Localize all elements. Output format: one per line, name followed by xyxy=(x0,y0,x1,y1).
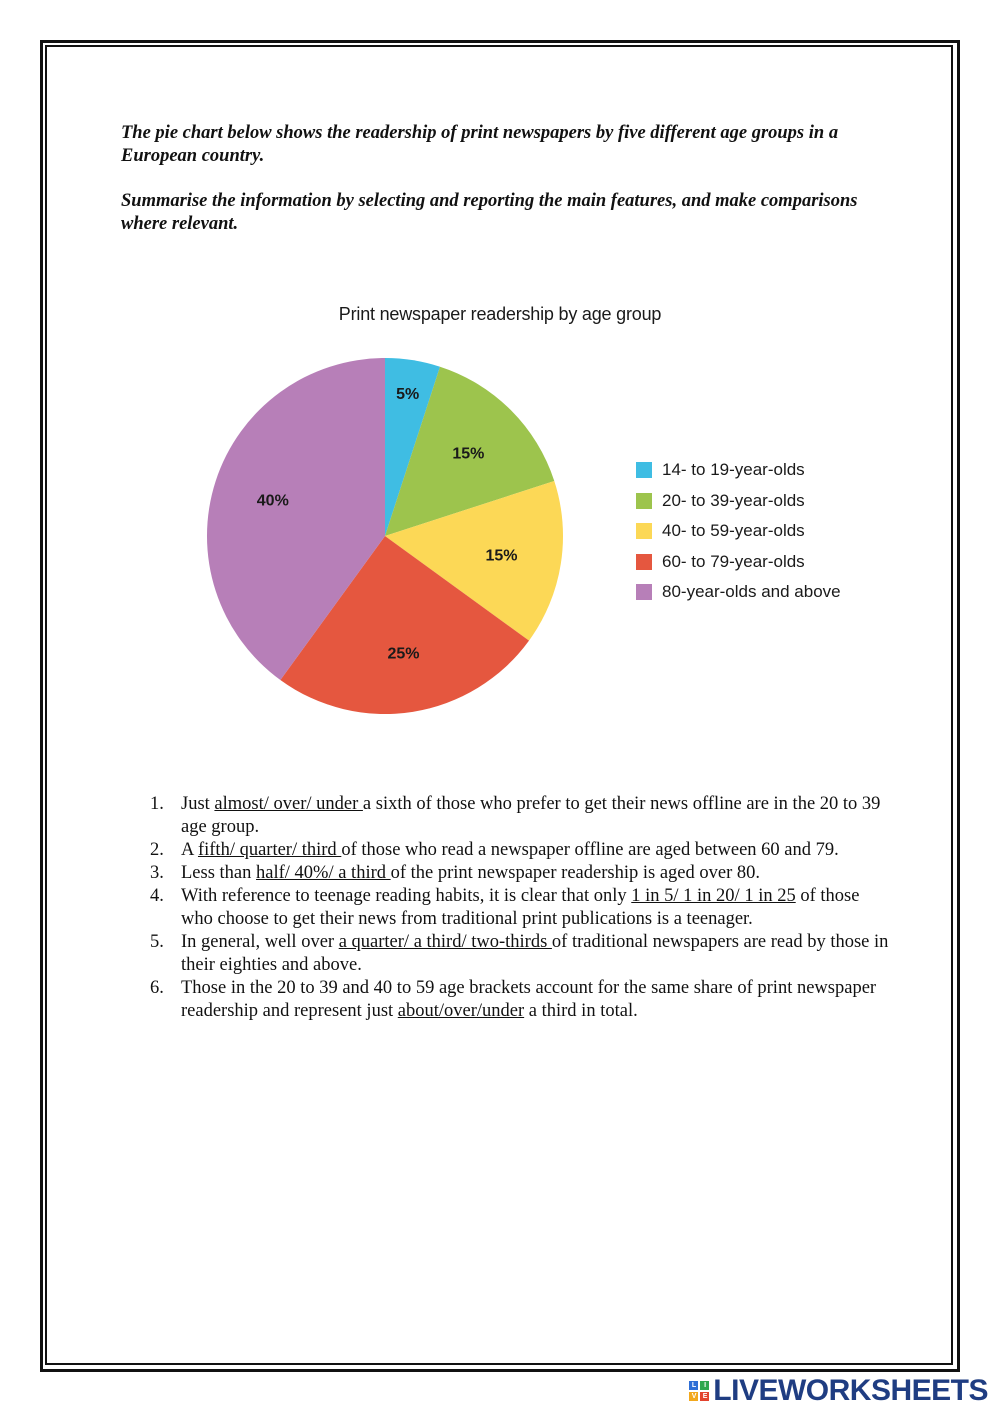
question-item-4 xyxy=(150,885,890,931)
brand-name: LIVEWORKSHEETS xyxy=(713,1374,988,1407)
answer-options[interactable]: fifth/ quarter/ third xyxy=(197,840,342,860)
question-number: 6. xyxy=(150,978,164,998)
pie-slice-label-2: 15% xyxy=(452,445,485,463)
legend-item-5 xyxy=(636,577,841,608)
question-number: 4. xyxy=(150,886,164,906)
question-number: 2. xyxy=(150,840,164,860)
question-number: 1. xyxy=(150,794,164,814)
legend-label: 60- to 79-year-olds xyxy=(662,551,805,571)
legend-swatch xyxy=(636,554,652,570)
logo-tile: E xyxy=(700,1392,709,1401)
liveworksheets-logo xyxy=(689,1381,709,1401)
legend-swatch xyxy=(636,584,652,600)
question-text-before: In general, well over xyxy=(181,932,339,952)
logo-tile: L xyxy=(689,1381,698,1390)
prompt-description: The pie chart below shows the readership of print newspapers by five different age groups in a European country. xyxy=(121,123,839,166)
chart-legend xyxy=(636,455,841,608)
question-text-before: Those in the 20 to 39 and 40 to 59 age brackets account for the same share of print newspaper readership and represent just xyxy=(181,978,877,1021)
liveworksheets-brand xyxy=(689,1374,988,1408)
pie-slice-label-4: 25% xyxy=(387,645,420,663)
pie-slice-label-5: 40% xyxy=(256,492,289,510)
logo-tile: I xyxy=(700,1381,709,1390)
question-text-after: of traditional newspapers are read by those in their eighties and above. xyxy=(181,932,889,975)
answer-options[interactable]: about/over/under xyxy=(397,1001,525,1021)
legend-label: 20- to 39-year-olds xyxy=(662,490,805,510)
question-item-3 xyxy=(150,862,890,885)
legend-item-4 xyxy=(636,547,841,578)
answer-options[interactable]: 1 in 5/ 1 in 20/ 1 in 25 xyxy=(631,886,796,906)
question-item-5 xyxy=(150,931,890,977)
answer-options[interactable]: almost/ over/ under xyxy=(214,794,363,814)
legend-item-1 xyxy=(636,455,841,486)
legend-item-2 xyxy=(636,486,841,517)
legend-swatch xyxy=(636,523,652,539)
answer-options[interactable]: a quarter/ a third/ two-thirds xyxy=(338,932,552,952)
question-text-before: Less than xyxy=(181,863,257,883)
question-text-after: of those who choose to get their news from traditional print publications is a teenager. xyxy=(181,886,860,929)
legend-label: 80-year-olds and above xyxy=(662,582,841,602)
question-text-after: a third in total. xyxy=(524,1001,638,1021)
question-text-before: With reference to teenage reading habits, it is clear that only xyxy=(181,886,632,906)
question-item-6 xyxy=(150,977,890,1023)
logo-tile: V xyxy=(689,1392,698,1401)
question-item-2 xyxy=(150,839,890,862)
question-number: 3. xyxy=(150,863,164,883)
task-prompt xyxy=(121,122,891,258)
pie-slice-label-3: 15% xyxy=(485,547,518,565)
legend-label: 14- to 19-year-olds xyxy=(662,460,805,480)
answer-options[interactable]: half/ 40%/ a third xyxy=(256,863,391,883)
question-item-1 xyxy=(150,793,890,839)
question-text-before: A xyxy=(181,840,198,860)
question-text-before: Just xyxy=(181,794,215,814)
question-text-after: of those who read a newspaper offline are aged between 60 and 79. xyxy=(341,840,839,860)
legend-swatch xyxy=(636,462,652,478)
question-text-after: a sixth of those who prefer to get their news offline are in the 20 to 39 age group. xyxy=(181,794,881,837)
question-list xyxy=(150,793,890,1023)
chart-title: Print newspaper readership by age group xyxy=(338,304,662,324)
pie-slice-label-1: 5% xyxy=(396,385,420,403)
legend-swatch xyxy=(636,493,652,509)
legend-item-3 xyxy=(636,516,841,547)
question-text-after: of the print newspaper readership is aged over 80. xyxy=(390,863,760,883)
legend-label: 40- to 59-year-olds xyxy=(662,521,805,541)
pie-chart xyxy=(200,350,580,730)
question-number: 5. xyxy=(150,932,164,952)
prompt-instruction: Summarise the information by selecting and reporting the main features, and make comparisons where relevant. xyxy=(121,191,858,234)
